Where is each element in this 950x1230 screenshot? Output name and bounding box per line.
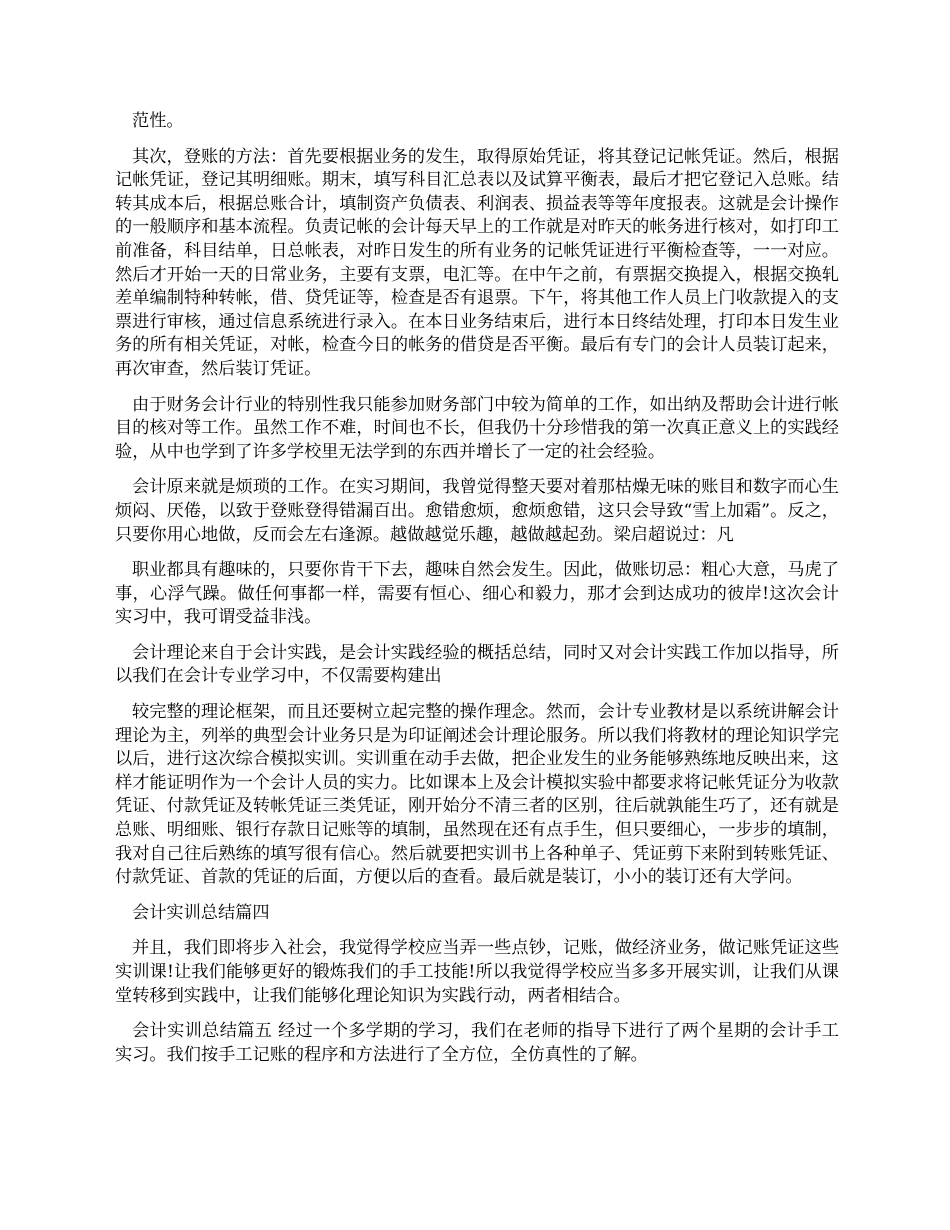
paragraph-8: 并且，我们即将步入社会，我觉得学校应当弄一些点钞，记账，做经济业务，做记账凭证这些实训课!让我们能够更好的锻炼我们的手工技能!所以我觉得学校应当多多开展实训，让我们从课堂转移到实践中，让我们能够化理论知识为实践行动，两者相结合。	[115, 938, 839, 1006]
paragraph-3: 由于财务会计行业的特别性我只能参加财务部门中较为简单的工作，如出纳及帮助会计进行帐目的核对等工作。虽然工作不难，时间也不长，但我仍十分珍惜我的第一次真正意义上的实践经验，从中也学到了许多学校里无法学到的东西并增长了一定的社会经验。	[115, 394, 839, 462]
paragraph-6: 会计理论来自于会计实践，是会计实践经验的概括总结，同时又对会计实践工作加以指导，所以我们在会计专业学习中，不仅需要构建出	[115, 642, 839, 687]
paragraph-2: 其次，登账的方法：首先要根据业务的发生，取得原始凭证，将其登记记帐凭证。然后，根据记帐凭证，登记其明细账。期末，填写科目汇总表以及试算平衡表，最后才把它登记入总账。结转其成本后，根据总账合计，填制资产负债表、利润表、损益表等等年度报表。这就是会计操作的一般顺序和基本流程。负责记帐的会计每天早上的工作就是对昨天的帐务进行核对，如打印工前准备，科目结单，日总帐表，对昨日发生的所有业务的记帐凭证进行平衡检查等，一一对应。然后才开始一天的日常业务，主要有支票，电汇等。在中午之前，有票据交换提入，根据交换轧差单编制特种转帐，借、贷凭证等，检查是否有退票。下午，将其他工作人员上门收款提入的支票进行审核，通过信息系统进行录入。在本日业务结束后，进行本日终结处理，打印本日发生业务的所有相关凭证，对帐，检查今日的帐务的借贷是否平衡。最后有专门的会计人员装订起来，再次审查，然后装订凭证。	[115, 146, 839, 379]
paragraph-7: 较完整的理论框架，而且还要树立起完整的操作理念。然而，会计专业教材是以系统讲解会计理论为主，列举的典型会计业务只是为印证阐述会计理论服务。所以我们将教材的理论知识学完以后，进行这次综合模拟实训。实训重在动手去做，把企业发生的业务能够熟练地反映出来，这样才能证明作为一个会计人员的实力。比如课本上及会计模拟实验中都要求将记帐凭证分为收款凭证、付款凭证及转帐凭证三类凭证，刚开始分不清三者的区别，往后就孰能生巧了，还有就是总账、明细账、银行存款日记账等的填制，虽然现在还有点手生，但只要细心，一步步的填制，我对自己往后熟练的填写很有信心。然后就要把实训书上各种单子、凭证剪下来附到转账凭证、付款凭证、首款的凭证的后面，方便以后的查看。最后就是装订，小小的装订还有大学问。	[115, 702, 839, 888]
paragraph-4: 会计原来就是烦琐的工作。在实习期间，我曾觉得整天要对着那枯燥无味的账目和数字而心生烦闷、厌倦，以致于登账登得错漏百出。愈错愈烦，愈烦愈错，这只会导致“雪上加霜”。反之，只要你用心地做，反而会左右逢源。越做越觉乐趣，越做越起劲。梁启超说过：凡	[115, 477, 839, 545]
section-heading: 会计实训总结篇四	[132, 902, 270, 923]
paragraph-1: 范性。	[132, 111, 184, 131]
paragraph-9: 会计实训总结篇五 经过一个多学期的学习，我们在老师的指导下进行了两个星期的会计手工实习。我们按手工记账的程序和方法进行了全方位，全仿真性的了解。	[115, 1021, 839, 1065]
document-page	[115, 110, 839, 1079]
paragraph-5: 职业都具有趣味的，只要你肯干下去，趣味自然会发生。因此，做账切忌：粗心大意，马虎了事，心浮气躁。做任何事都一样，需要有恒心、细心和毅力，那才会到达成功的彼岸!这次会计实习中，我可谓受益非浅。	[115, 560, 839, 628]
